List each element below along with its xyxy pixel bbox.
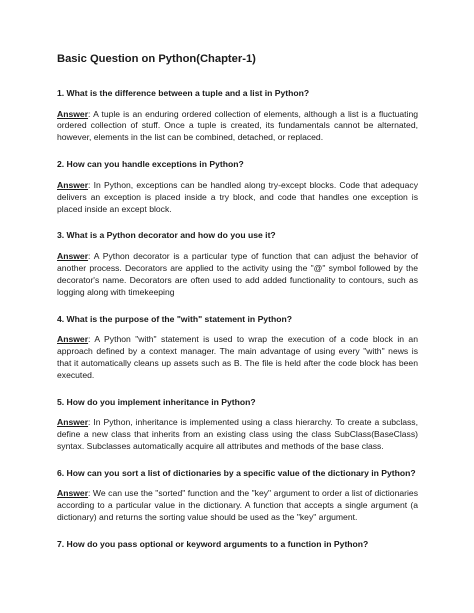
answer-5 xyxy=(57,417,418,453)
qa-item-5 xyxy=(57,397,418,453)
qa-item-7 xyxy=(57,539,418,550)
qa-item-3 xyxy=(57,230,418,298)
question-1: 1. What is the difference between a tuple and a list in Python? xyxy=(57,88,310,98)
answer-text-2: : In Python, exceptions can be handled along try-except blocks. Code that adequacy delivers an exception is placed inside a try block, and code that handles one exception is placed inside an except block. xyxy=(57,179,418,214)
document-title: Basic Question on Python(Chapter-1) xyxy=(57,53,256,65)
qa-item-6 xyxy=(57,468,418,524)
answer-label: Answer xyxy=(57,250,89,261)
answer-label: Answer xyxy=(57,417,89,428)
answer-label: Answer xyxy=(57,334,89,345)
answer-label: Answer xyxy=(57,108,89,119)
question-6: 6. How can you sort a list of dictionaries by a specific value of the dictionary in Python? xyxy=(57,467,416,478)
question-4: 4. What is the purpose of the "with" statement in Python? xyxy=(57,313,292,324)
question-3: 3. What is a Python decorator and how do you use it? xyxy=(57,230,276,241)
question-7: 7. How do you pass optional or keyword arguments to a function in Python? xyxy=(57,539,369,550)
answer-4 xyxy=(57,334,418,382)
answer-2 xyxy=(57,180,418,216)
answer-label: Answer xyxy=(57,488,89,499)
answer-text-5: : In Python, inheritance is implemented using a class hierarchy. To create a subclass, define a new class that inherits from an existing class using the class SubClass(BaseClass) syntax. Subclasses automatically acquire all attributes and methods of the base class. xyxy=(57,417,418,451)
question-2: 2. How can you handle exceptions in Python? xyxy=(57,159,244,170)
answer-1 xyxy=(57,109,418,145)
answer-text-3: : A Python decorator is a particular type of function that can adjust the behavior of another process. Decorators are applied to the activity using the "@" symbol followed by the decorator's name. Decorators are often used to add added functionality to contours, such as logging along with timekeeping xyxy=(57,250,418,297)
qa-item-2 xyxy=(57,159,418,215)
answer-text-6: : We can use the "sorted" function and the "key" argument to order a list of dictionaries according to a particular value in the dictionary. A function that accepts a single argument (a dictionary) and returns the sorting value should be used as the "key" argument. xyxy=(57,488,418,523)
qa-item-1 xyxy=(57,88,418,144)
answer-6 xyxy=(57,488,418,524)
answer-text-4: : A Python "with" statement is used to wrap the execution of a code block in an approach defined by a context manager. The main advantage of using every "with" news is that it automatically cleans up assets such as B. The file is held after the code block has been executed. xyxy=(57,334,418,380)
answer-text-1: : A tuple is an enduring ordered collection of elements, although a list is a fluctuating ordered collection of stuff. Once a tuple is created, its fundamentals cannot be alternated, however, elements in the list can be combined, detached, or replaced. xyxy=(57,108,418,143)
qa-item-4 xyxy=(57,314,418,382)
answer-label: Answer xyxy=(57,179,89,190)
question-5: 5. How do you implement inheritance in Python? xyxy=(57,396,256,407)
answer-3 xyxy=(57,251,418,299)
